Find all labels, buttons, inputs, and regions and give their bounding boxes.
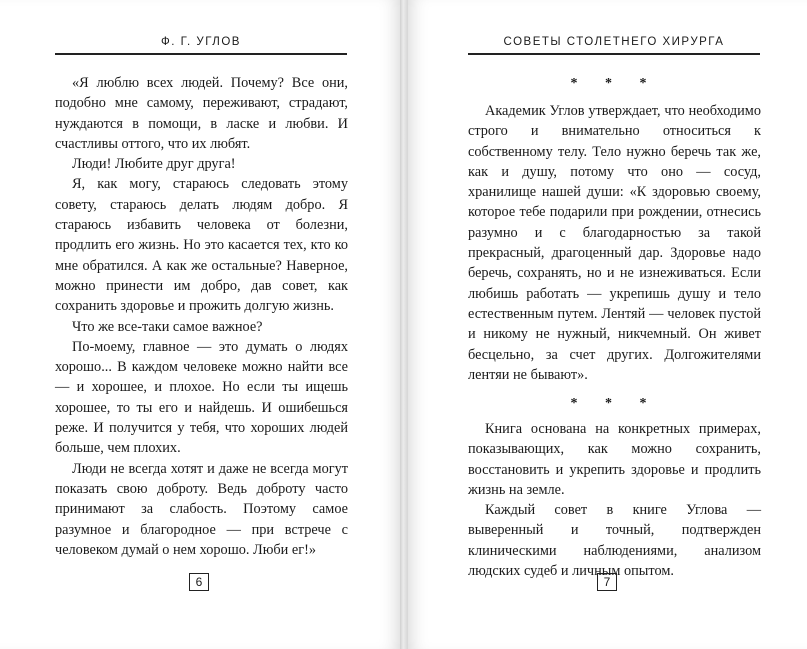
paragraph: Люди не всегда хотят и даже не всегда могут показать свою доброту. Ведь доброту часто принимают за слабость. Поэтому самое разумное и благородное — при встрече с человеком думай о нем хорошо. Люби ег!» [55,460,348,558]
paragraph: Каждый совет в книге Углова — выверенный и точный, подтвержден клиническими наблюдениями, анализом людских судеб и личным опытом. [468,502,761,580]
paragraph: «Я люблю всех людей. Почему? Все они, подобно мне самому, переживают, страдают, нуждаются в помощи, в ласке и любви. И счастливы оттого, что их любят. [55,75,348,152]
right-section-2-text [468,419,761,581]
paragraph: Я, как могу, стараюсь следовать этому совету, стараюсь делать людям добро. Я стараюсь избавить человека от болезни, продлить его жизнь. Но это касается тех, кто ко мне обратился. А как же остальные? Наверное, можно принести им добро, дав совет, как сохранить здоровье и прожить долгую жизнь. [55,176,348,315]
right-page-content [408,0,807,649]
paragraph: Что же все-таки самое важное? [72,318,263,335]
section-separator: * * * [570,76,659,91]
section-separator: * * * [570,396,659,411]
right-running-head: СОВЕТЫ СТОЛЕТНЕГО ХИРУРГА [503,36,725,48]
paragraph: По-моему, главное — это думать о людях хорошо... В каждом человеке можно найти все — и хорошее, и плохое. Но если ты ищешь хорошее, то ты его и найдешь. И ошибешься реже. И получится у тебя, что хороших людей больше, чем плохих. [55,338,348,457]
page-number-right: 7 [597,573,617,591]
left-running-head: Ф. Г. УГЛОВ [161,36,241,48]
page-number-left: 6 [189,573,209,591]
paragraph: Академик Углов утверждает, что необходимо строго и внимательно относиться к собственному телу. Тело нужно беречь так же, как и душу, потому что оно — сосуд, хранилище нашей души: «К здоровью своему, которое тебе подарили при рождении, отнесись разумно и с благодарностью за такой прекрасный, драгоценный дар. Здоровье надо беречь, сохранять, но и не изнеживаться. Если любишь работать — укрепишь душу и тело естественным путем. Лентяй — человек пустой и никому не нужный, никчемный. Он живет бесцельно, за счет других. Долгожителями лентяи не бывают». [468,103,761,383]
right-section-1-text [468,101,761,385]
paragraph: Книга основана на конкретных примерах, показывающих, как можно сохранить, восстановить и укрепить здоровье и продлить жизнь на земле. [468,421,761,498]
right-header-rule [468,53,760,55]
paragraph: Люди! Любите друг друга! [72,156,236,173]
